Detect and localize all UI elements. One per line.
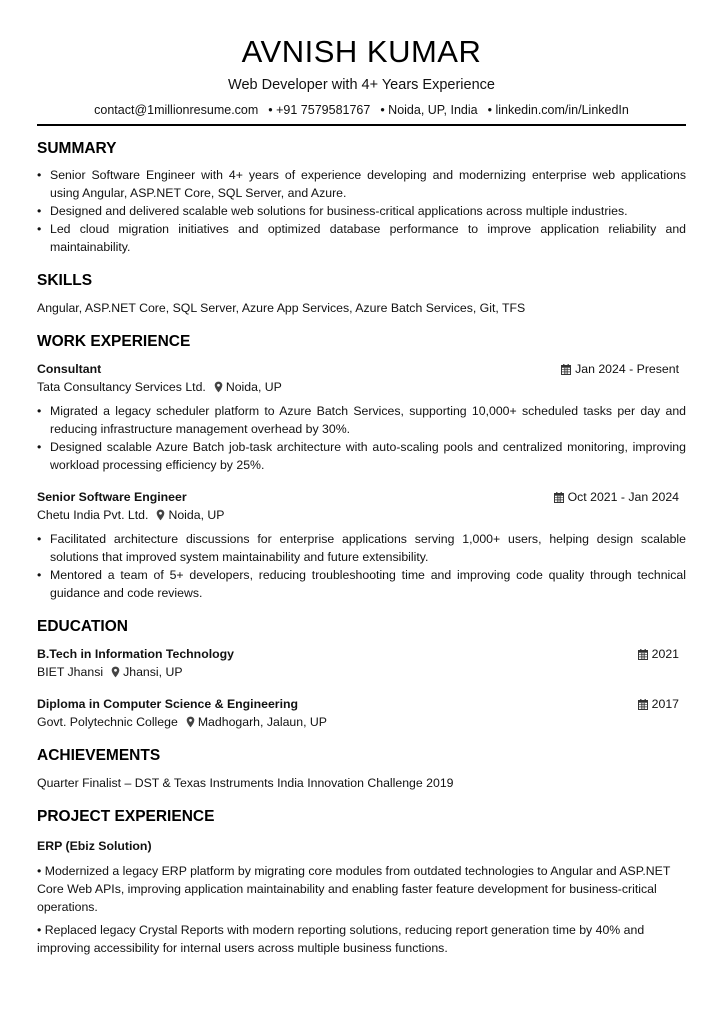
degree: B.Tech in Information Technology xyxy=(37,647,234,661)
education-year xyxy=(638,645,686,663)
section-title-achievements: ACHIEVEMENTS xyxy=(37,747,161,764)
job-role: Consultant xyxy=(37,362,102,376)
map-pin-icon xyxy=(214,381,223,393)
calendar-icon xyxy=(638,699,648,710)
education-entry xyxy=(37,645,686,681)
section-title-projects: PROJECT EXPERIENCE xyxy=(37,808,215,825)
map-pin-icon xyxy=(111,666,120,678)
list-item: • Designed scalable Azure Batch job-task architecture with auto-scaling pools and centralized monitoring, improving workload processing efficiency by 25%. xyxy=(37,438,686,474)
list-item: • Led cloud migration initiatives and optimized database performance to improve application reliability and maintainability. xyxy=(37,220,686,256)
education-year-text: 2017 xyxy=(651,697,679,711)
list-item: • Mentored a team of 5+ developers, reducing troubleshooting time and improving code quality through technical guidance and code reviews. xyxy=(37,566,686,602)
school-location xyxy=(186,713,327,731)
header-divider xyxy=(37,124,686,126)
job-company: Tata Consultancy Services Ltd. xyxy=(37,380,206,394)
candidate-name: AVNISH KUMAR xyxy=(241,34,482,69)
job-date-text: Oct 2021 - Jan 2024 xyxy=(567,490,679,504)
job-location-text: Noida, UP xyxy=(168,508,225,522)
job-location xyxy=(156,506,224,524)
calendar-icon xyxy=(561,364,571,375)
school: BIET Jhansi xyxy=(37,665,104,679)
school-location xyxy=(111,663,182,681)
map-pin-icon xyxy=(186,716,195,728)
section-title-work: WORK EXPERIENCE xyxy=(37,333,191,350)
section-title-summary: SUMMARY xyxy=(37,140,117,157)
degree: Diploma in Computer Science & Engineering xyxy=(37,697,299,711)
skills-text: Angular, ASP.NET Core, SQL Server, Azure App Services, Azure Batch Services, Git, TFS xyxy=(37,301,526,315)
project-description: • Replaced legacy Crystal Reports with modern reporting solutions, reducing report generation time by 40% and improving accessibility for internal users across multiple business functions. xyxy=(37,923,645,955)
job-location-text: Noida, UP xyxy=(225,380,282,394)
job-role: Senior Software Engineer xyxy=(37,490,187,504)
summary-list xyxy=(37,166,686,256)
education-year-text: 2021 xyxy=(651,647,679,661)
contact-phone[interactable]: • +91 7579581767 xyxy=(268,103,371,117)
list-item: • Senior Software Engineer with 4+ years of experience developing and modernizing enterprise web applications using Angular, ASP.NET Core, SQL Server, and Azure. xyxy=(37,166,686,202)
project-name: ERP (Ebiz Solution) xyxy=(37,839,152,853)
contact-linkedin[interactable]: • linkedin.com/in/LinkedIn xyxy=(487,103,629,117)
contact-line xyxy=(37,101,686,119)
list-item: • Designed and delivered scalable web solutions for business-critical applications across multiple industries. xyxy=(37,202,686,220)
section-title-skills: SKILLS xyxy=(37,272,93,289)
section-title-education: EDUCATION xyxy=(37,618,128,635)
education-entry xyxy=(37,695,686,731)
contact-email[interactable]: contact@1millionresume.com xyxy=(94,103,259,117)
project-description: • Modernized a legacy ERP platform by migrating core modules from outdated technologies to Angular and ASP.NET Core Web APIs, improving application maintainability and enabling faster feature development for business-critical operations. xyxy=(37,864,671,914)
job-entry xyxy=(37,360,686,474)
calendar-icon xyxy=(554,492,564,503)
job-entry xyxy=(37,488,686,602)
school-location-text: Madhogarh, Jalaun, UP xyxy=(197,715,328,729)
job-bullets xyxy=(37,530,686,602)
map-pin-icon xyxy=(156,509,165,521)
education-year xyxy=(638,695,686,713)
list-item: • Facilitated architecture discussions for enterprise applications serving 1,000+ users, helping design scalable solutions that improved system maintainability and future extensibility. xyxy=(37,530,686,566)
school: Govt. Polytechnic College xyxy=(37,715,178,729)
job-date xyxy=(554,488,686,506)
calendar-icon xyxy=(638,649,648,660)
job-date-text: Jan 2024 - Present xyxy=(575,362,679,376)
job-date xyxy=(561,360,686,378)
school-location-text: Jhansi, UP xyxy=(123,665,183,679)
job-company: Chetu India Pvt. Ltd. xyxy=(37,508,149,522)
list-item: • Migrated a legacy scheduler platform to Azure Batch Services, supporting 10,000+ scheduled tasks per day and reducing infrastructure management overhead by 30%. xyxy=(37,402,686,438)
job-bullets xyxy=(37,402,686,474)
achievement-text: Quarter Finalist – DST & Texas Instruments India Innovation Challenge 2019 xyxy=(37,776,454,790)
job-location xyxy=(214,378,282,396)
contact-location: • Noida, UP, India xyxy=(380,103,478,117)
headline: Web Developer with 4+ Years Experience xyxy=(228,77,495,93)
